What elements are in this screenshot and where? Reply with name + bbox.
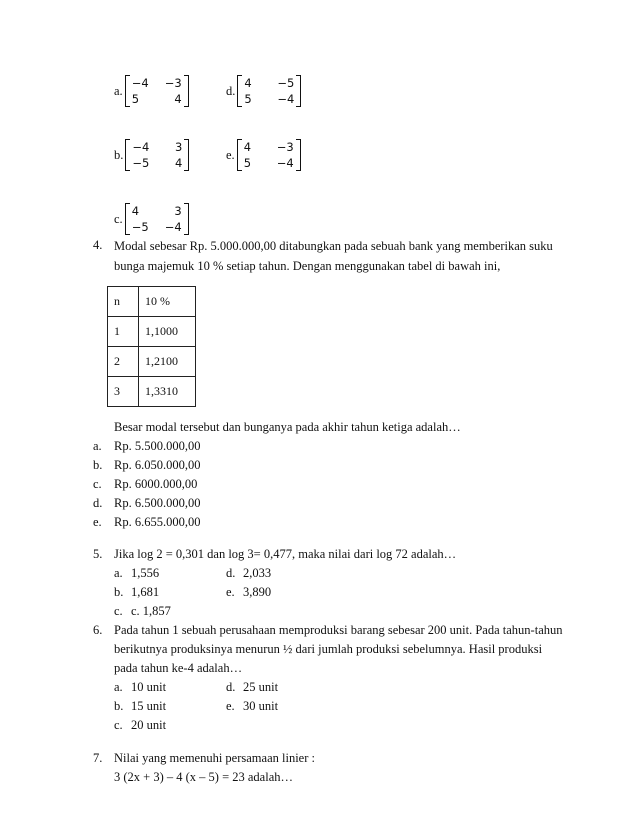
- text-line: Modal sebesar Rp. 5.000.000,00 ditabungkan pada sebuah bank yang memberikan suku: [114, 239, 553, 253]
- question-7-equation: 3 (2x + 3) – 4 (x – 5) = 23 adalah…: [114, 770, 293, 784]
- option-label: e.: [93, 515, 102, 529]
- option-label: e.: [226, 585, 235, 599]
- question-number: 4.: [93, 238, 103, 252]
- matrix-cell: 4: [131, 204, 140, 218]
- table-cell: 1,2100: [139, 347, 196, 377]
- option-label: d.: [226, 566, 236, 580]
- option-label: a.: [114, 680, 123, 694]
- option-label: c.: [114, 211, 123, 226]
- option-label: d.: [226, 680, 236, 694]
- option-text: c. 1,857: [131, 604, 171, 618]
- matrix-cell: 4: [243, 140, 252, 154]
- text-line: bunga majemuk 10 % setiap tahun. Dengan menggunakan tabel di bawah ini,: [114, 259, 501, 273]
- question-number: 5.: [93, 547, 103, 561]
- option-label: a.: [93, 439, 102, 453]
- table-header-row: [108, 287, 196, 317]
- matrix-cell: −4: [277, 92, 295, 106]
- option-text: 20 unit: [131, 718, 167, 732]
- matrix: [237, 139, 301, 171]
- option-3e: [226, 139, 301, 171]
- matrix-cell: 5: [243, 156, 252, 170]
- option-label: c.: [93, 477, 102, 491]
- matrix-cell: 3: [175, 140, 183, 154]
- matrix-cell: −3: [164, 76, 182, 90]
- option-label: c.: [114, 604, 123, 618]
- text-line: Pada tahun 1 sebuah perusahaan memproduksi barang sebesar 200 unit. Pada tahun-tahun: [114, 623, 563, 637]
- matrix-cell: −4: [131, 76, 149, 90]
- matrix-cell: −5: [132, 156, 150, 170]
- table-header-cell: n: [108, 287, 139, 317]
- matrix-cell: 3: [174, 204, 182, 218]
- matrix: [125, 139, 189, 171]
- text-line: pada tahun ke-4 adalah…: [114, 661, 243, 675]
- matrix-cell: −5: [131, 220, 149, 234]
- option-label: a.: [114, 83, 123, 98]
- table-cell: 2: [108, 347, 139, 377]
- table-cell: 1: [108, 317, 139, 347]
- option-label: b.: [114, 699, 124, 713]
- table-cell: 3: [108, 377, 139, 407]
- option-text: 15 unit: [131, 699, 167, 713]
- question-number: 7.: [93, 751, 103, 765]
- option-label: b.: [114, 585, 124, 599]
- option-label: d.: [93, 496, 103, 510]
- option-text: 2,033: [243, 566, 272, 580]
- question-4-prompt: Besar modal tersebut dan bunganya pada akhir tahun ketiga adalah…: [114, 420, 461, 434]
- matrix-cell: −4: [164, 220, 182, 234]
- matrix-cell: −5: [277, 76, 295, 90]
- option-text: 30 unit: [243, 699, 279, 713]
- matrix-cell: 4: [244, 76, 252, 90]
- table-row: [108, 347, 196, 377]
- option-text: Rp. 6000.000,00: [114, 477, 198, 491]
- option-text: 1,556: [131, 566, 160, 580]
- option-text: Rp. 6.500.000,00: [114, 496, 201, 510]
- option-label: e.: [226, 147, 235, 162]
- option-label: d.: [226, 83, 236, 98]
- table-row: [108, 317, 196, 347]
- option-label: e.: [226, 699, 235, 713]
- matrix-cell: −4: [276, 156, 294, 170]
- matrix-cell: 5: [131, 92, 140, 106]
- question-number: 6.: [93, 623, 103, 637]
- table-row: [108, 377, 196, 407]
- matrix-cell: 4: [174, 92, 182, 106]
- interest-table: [107, 286, 196, 407]
- option-text: Rp. 6.050.000,00: [114, 458, 201, 472]
- matrix: [125, 75, 189, 107]
- table-cell: 1,1000: [139, 317, 196, 347]
- question-6-text: [114, 621, 564, 678]
- matrix-cell: −3: [276, 140, 294, 154]
- question-5-text: Jika log 2 = 0,301 dan log 3= 0,477, maka nilai dari log 72 adalah…: [114, 547, 457, 561]
- matrix-cell: 4: [175, 156, 183, 170]
- option-text: Rp. 5.500.000,00: [114, 439, 201, 453]
- option-text: 25 unit: [243, 680, 279, 694]
- matrix: [237, 75, 301, 107]
- option-label: a.: [114, 566, 123, 580]
- matrix-cell: 5: [244, 92, 252, 106]
- matrix-cell: −4: [132, 140, 150, 154]
- option-3d: [226, 75, 301, 107]
- option-3c: [114, 203, 189, 235]
- option-text: Rp. 6.655.000,00: [114, 515, 201, 529]
- option-label: b.: [114, 147, 124, 162]
- question-7-text: Nilai yang memenuhi persamaan linier :: [114, 751, 315, 765]
- question-4-text: [114, 236, 564, 276]
- option-text: 10 unit: [131, 680, 167, 694]
- option-label: b.: [93, 458, 103, 472]
- option-3a: [114, 75, 189, 107]
- text-line: berikutnya produksinya menurun ½ dari jumlah produksi sebelumnya. Hasil produksi: [114, 642, 543, 656]
- option-label: c.: [114, 718, 123, 732]
- table-cell: 1,3310: [139, 377, 196, 407]
- option-text: 1,681: [131, 585, 160, 599]
- table-header-cell: 10 %: [139, 287, 196, 317]
- matrix: [125, 203, 189, 235]
- option-3b: [114, 139, 189, 171]
- option-text: 3,890: [243, 585, 272, 599]
